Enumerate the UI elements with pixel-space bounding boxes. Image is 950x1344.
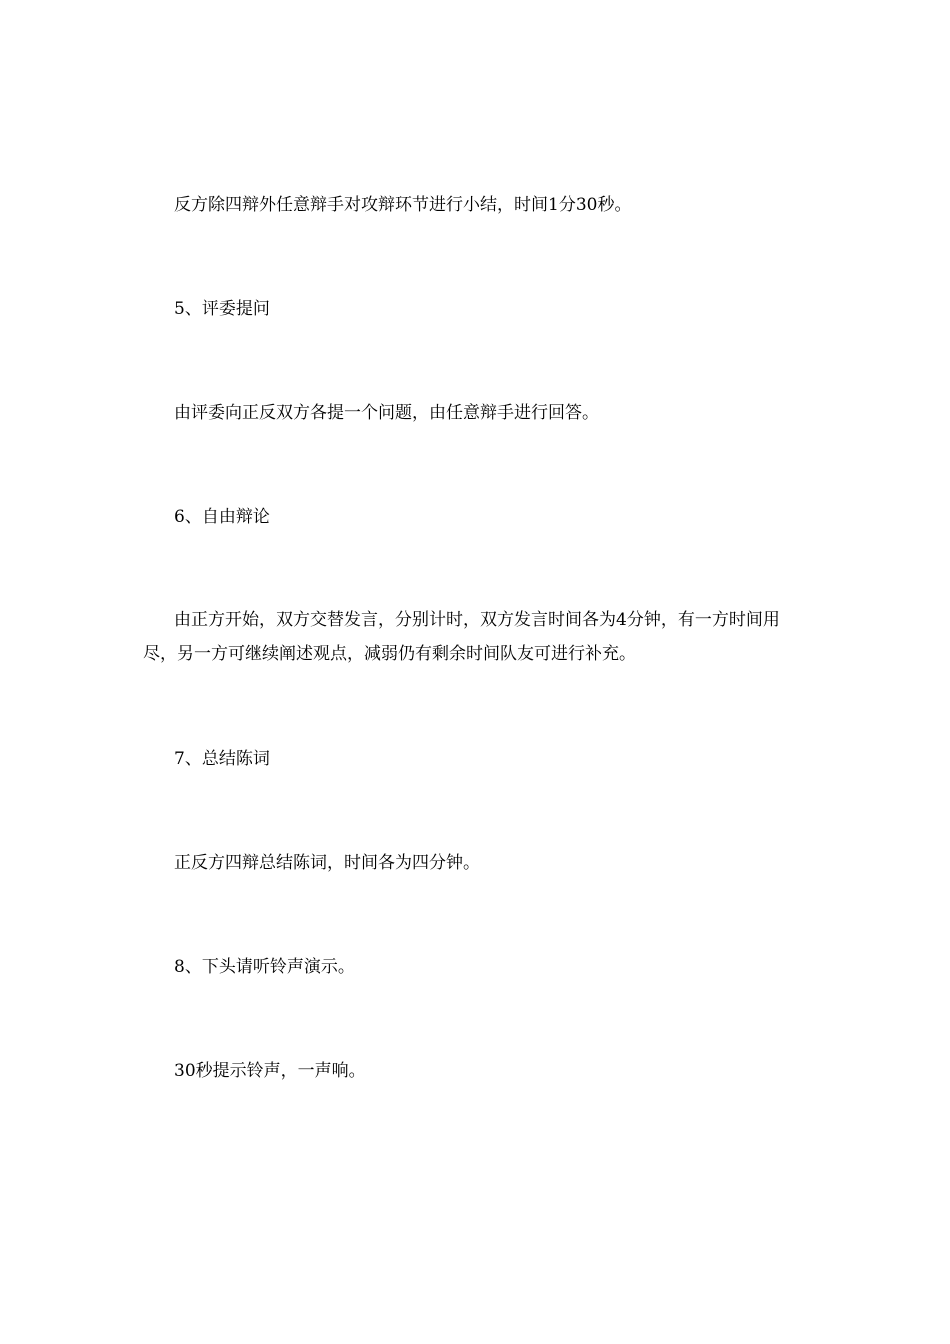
heading-judges-questions: 5、评委提问 [174, 299, 270, 319]
paragraph-summary-rebuttal: 反方除四辩外任意辩手对攻辩环节进行小结，时间1分30秒。 [174, 195, 632, 215]
paragraph-closing-statement: 正反方四辩总结陈词，时间各为四分钟。 [174, 853, 480, 873]
paragraph-judges-questions: 由评委向正反双方各提一个问题，由任意辩手进行回答。 [174, 403, 599, 423]
heading-bell-demo: 8、下头请听铃声演示。 [174, 957, 355, 977]
paragraph-bell-30s: 30秒提示铃声，一声响。 [174, 1061, 366, 1081]
heading-free-debate: 6、自由辩论 [174, 507, 270, 527]
paragraph-free-debate: 由正方开始，双方交替发言，分别计时，双方发言时间各为4分钟，有一方时间用尽，另一方可继续阐述观点，减弱仍有剩余时间队友可进行补充。 [143, 610, 780, 664]
heading-closing-statement: 7、总结陈词 [174, 749, 270, 769]
